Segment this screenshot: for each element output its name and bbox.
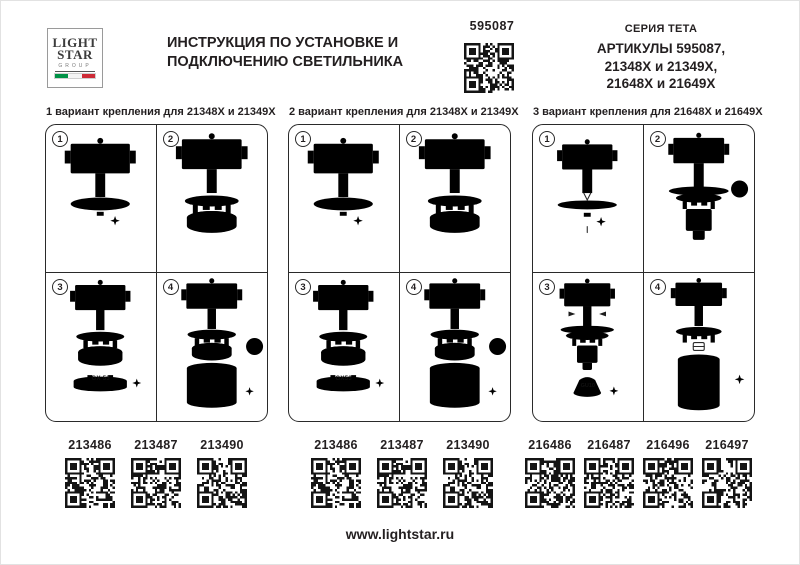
- screw-arrow-icon: [353, 216, 363, 226]
- variant-1-title: 1 вариант крепления для 21348X и 21349X: [46, 106, 276, 118]
- variant-3-step-2: [644, 125, 755, 273]
- article-code: 216487: [587, 438, 631, 452]
- qr-code: [311, 458, 361, 508]
- variant-3-step-4: [644, 273, 755, 421]
- website-url: www.lightstar.ru: [345, 526, 455, 542]
- article-code: 213487: [134, 438, 178, 452]
- diagram-insert-gu10-lamp: [533, 273, 643, 421]
- series-block: [556, 23, 766, 93]
- article-code: 213486: [314, 438, 358, 452]
- article-item: [524, 438, 576, 508]
- logo-word-group: GROUP: [58, 63, 92, 69]
- article-group-1: [64, 438, 248, 508]
- diagram-attach-shade: [400, 273, 511, 421]
- hex-key-icon: [731, 181, 748, 198]
- qr-code: [131, 458, 181, 508]
- step-number-badge: 2: [163, 131, 179, 147]
- article-item: [64, 438, 116, 508]
- article-group-2: [310, 438, 494, 508]
- step-number-badge: 4: [650, 279, 666, 295]
- hex-key-icon: [246, 338, 263, 355]
- screw-arrow-icon: [487, 387, 496, 396]
- article-item: [583, 438, 635, 508]
- variant-3-step-3: [533, 273, 644, 421]
- article-group-3: [524, 438, 753, 508]
- italy-flag-icon: [54, 73, 96, 79]
- article-code: 213487: [380, 438, 424, 452]
- page-title-line1: ИНСТРУКЦИЯ ПО УСТАНОВКЕ И: [167, 35, 399, 51]
- diagram-track-adapter-screw: [289, 125, 399, 272]
- qr-code: [525, 458, 575, 508]
- diagram-track-adapter-screw: [46, 125, 156, 272]
- step-number-badge: 3: [539, 279, 555, 295]
- article-code: 216497: [705, 438, 749, 452]
- lamp-socket-label: GX 53: [91, 376, 110, 382]
- logo-divider: [55, 71, 95, 72]
- qr-code: [702, 458, 752, 508]
- variant-1-step-4: [157, 273, 268, 421]
- variant-section-1: [45, 106, 276, 422]
- logo-word-star: STAR: [57, 47, 93, 62]
- screw-arrow-icon: [110, 216, 120, 226]
- article-item: [701, 438, 753, 508]
- lamp-socket-label: GU10: [580, 383, 595, 389]
- variant-section-3: [532, 106, 763, 422]
- article-code: 213486: [68, 438, 112, 452]
- product-code: 595087: [469, 19, 515, 33]
- diagram-attach-shade: [157, 273, 268, 421]
- article-item: [130, 438, 182, 508]
- hex-key-icon: [489, 338, 506, 355]
- series-title: СЕРИЯ ТЕТА: [624, 23, 698, 35]
- lamp-socket-label: GX53: [335, 376, 353, 382]
- step-number-badge: 2: [650, 131, 666, 147]
- article-code: 213490: [200, 438, 244, 452]
- diagram-mount-disk-ring: [400, 125, 511, 272]
- step-number-badge: 1: [52, 131, 68, 147]
- articles-line1: АРТИКУЛЫ 595087,: [596, 41, 726, 56]
- diagram-mount-spot-head: [644, 125, 755, 272]
- variant-1-step-2: [157, 125, 268, 273]
- variant-2-step-4: [400, 273, 511, 421]
- variant-1-step-1: [46, 125, 157, 273]
- diagram-insert-gx53-lamp: [289, 273, 399, 421]
- step-number-badge: 1: [295, 131, 311, 147]
- articles-line2: 21348X и 21349X,: [604, 58, 718, 74]
- variant-2-panel: [288, 124, 511, 422]
- diagram-attach-tall-shade: [644, 273, 755, 421]
- article-item: [642, 438, 694, 508]
- qr-code: [197, 458, 247, 508]
- step-number-badge: 3: [52, 279, 68, 295]
- article-code: 213490: [446, 438, 490, 452]
- diagram-mount-disk-ring: [157, 125, 268, 272]
- screw-arrow-icon: [733, 375, 743, 385]
- step-number-badge: 1: [539, 131, 555, 147]
- article-item: [376, 438, 428, 508]
- variant-1-step-3: [46, 273, 157, 421]
- article-item: [442, 438, 494, 508]
- page-title-line2: ПОДКЛЮЧЕНИЮ СВЕТИЛЬНИКА: [167, 54, 404, 70]
- article-code: 216496: [646, 438, 690, 452]
- article-item: [196, 438, 248, 508]
- screw-arrow-icon: [244, 387, 253, 396]
- qr-code-product: [464, 43, 514, 93]
- page-title: [167, 34, 467, 72]
- variant-2-step-1: [289, 125, 400, 273]
- articles-line3: 21648X и 21649X: [606, 76, 716, 91]
- variant-1-panel: [45, 124, 268, 422]
- article-item: [310, 438, 362, 508]
- variant-2-step-3: [289, 273, 400, 421]
- qr-code: [65, 458, 115, 508]
- variant-section-2: [288, 106, 519, 422]
- logo-word-light: LIGHT: [52, 35, 98, 50]
- variant-3-step-1: [533, 125, 644, 273]
- qr-code: [643, 458, 693, 508]
- diagram-track-adapter-long-screw: [533, 125, 643, 272]
- screw-arrow-icon: [596, 217, 606, 227]
- step-number-badge: 4: [406, 279, 422, 295]
- variant-3-panel: [532, 124, 755, 422]
- qr-code: [584, 458, 634, 508]
- step-number-badge: 4: [163, 279, 179, 295]
- variant-3-title: 3 вариант крепления для 21648X и 21649X: [533, 106, 763, 118]
- step-number-badge: 2: [406, 131, 422, 147]
- qr-code: [443, 458, 493, 508]
- variant-2-title: 2 вариант крепления для 21348X и 21349X: [289, 106, 519, 118]
- article-code: 216486: [528, 438, 572, 452]
- lightstar-logo: [47, 28, 103, 88]
- step-number-badge: 3: [295, 279, 311, 295]
- qr-code: [377, 458, 427, 508]
- variant-2-step-2: [400, 125, 511, 273]
- diagram-insert-gx53-lamp: [46, 273, 156, 421]
